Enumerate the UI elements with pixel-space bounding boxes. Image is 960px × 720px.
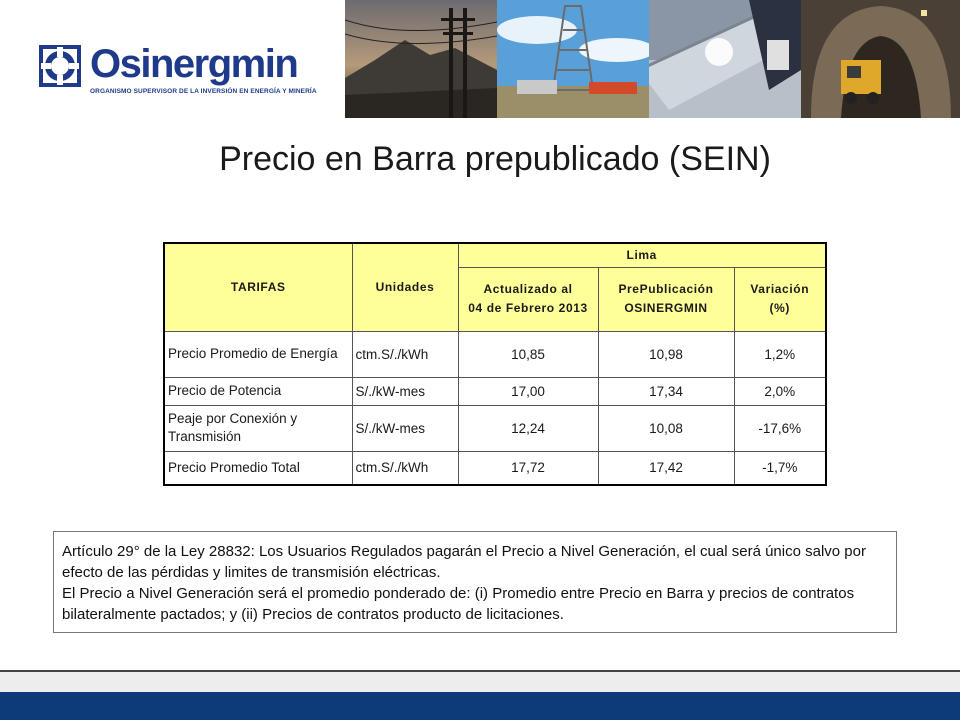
logo-mark-icon — [38, 44, 82, 88]
power-lines-photo — [345, 0, 497, 118]
logo-tagline: ORGANISMO SUPERVISOR DE LA INVERSIÓN EN ENERGÍA Y MINERÍA — [90, 88, 317, 95]
row-actualizado: 10,85 — [458, 331, 598, 377]
tariff-table — [163, 242, 827, 486]
row-prepublicacion: 17,42 — [598, 451, 734, 485]
row-variacion: -17,6% — [734, 405, 826, 451]
logo-wordmark: Osinergmin — [90, 42, 298, 86]
oil-rig-photo — [497, 0, 649, 118]
row-unidad: S/./kW-mes — [352, 377, 458, 405]
row-actualizado: 17,72 — [458, 451, 598, 485]
header-prepublicacion-line2: OSINERGMIN — [624, 301, 708, 315]
note-paragraph-2: El Precio a Nivel Generación será el promedio ponderado de: (i) Promedio entre Precio en Barra y precios de contratos bilateralmente pactados; y (ii) Precios de contratos producto de licitaciones. — [62, 585, 855, 623]
header-unidades: Unidades — [352, 243, 458, 331]
table-row — [164, 377, 826, 405]
legal-note-box — [53, 531, 897, 633]
row-prepublicacion: 10,98 — [598, 331, 734, 377]
header-lima: Lima — [458, 243, 826, 267]
row-prepublicacion: 10,08 — [598, 405, 734, 451]
header-actualizado-line1: Actualizado al — [483, 282, 573, 296]
pipeline-welding-photo — [649, 0, 801, 118]
table-row — [164, 405, 826, 451]
note-paragraph-1: Artículo 29° de la Ley 28832: Los Usuarios Regulados pagarán el Precio a Nivel Generación, el cual será único salvo por efecto de las pérdidas y limites de transmisión eléctricas. — [62, 543, 866, 581]
footer-band — [0, 672, 960, 692]
table-row — [164, 451, 826, 485]
header-tarifas: TARIFAS — [164, 243, 352, 331]
row-actualizado: 17,00 — [458, 377, 598, 405]
mining-tunnel-photo — [801, 0, 960, 118]
row-variacion: 1,2% — [734, 331, 826, 377]
row-unidad: S/./kW-mes — [352, 405, 458, 451]
row-tarifa: Precio Promedio Total — [164, 451, 352, 485]
row-prepublicacion: 17,34 — [598, 377, 734, 405]
row-actualizado: 12,24 — [458, 405, 598, 451]
header-variacion — [734, 267, 826, 331]
header-actualizado-line2: 04 de Febrero 2013 — [468, 301, 588, 315]
header-variacion-line1: Variación — [750, 282, 810, 296]
row-tarifa: Precio Promedio de Energía — [164, 331, 352, 377]
row-variacion: -1,7% — [734, 451, 826, 485]
row-tarifa: Peaje por Conexión y Transmisión — [164, 405, 352, 451]
row-tarifa: Precio de Potencia — [164, 377, 352, 405]
row-variacion: 2,0% — [734, 377, 826, 405]
osinergmin-logo — [38, 40, 338, 104]
header-actualizado — [458, 267, 598, 331]
header-prepublicacion-line1: PrePublicación — [618, 282, 714, 296]
footer-bar — [0, 692, 960, 720]
table-row — [164, 331, 826, 377]
row-unidad: ctm.S/./kWh — [352, 331, 458, 377]
row-unidad: ctm.S/./kWh — [352, 451, 458, 485]
header-prepublicacion — [598, 267, 734, 331]
page-title: Precio en Barra prepublicado (SEIN) — [219, 140, 771, 178]
header-variacion-line2: (%) — [769, 301, 790, 315]
